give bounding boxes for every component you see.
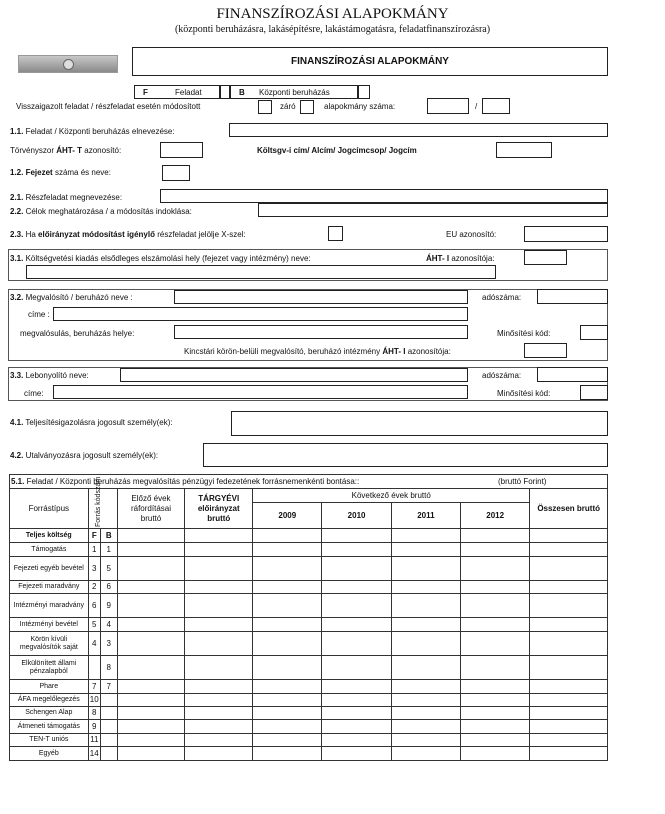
aht-t-field[interactable] <box>160 142 203 158</box>
address-label-1: címe : <box>28 310 50 319</box>
type-b-code: B <box>239 88 245 97</box>
amount-cell-total[interactable] <box>530 594 608 618</box>
amount-cell-total[interactable] <box>530 581 608 594</box>
f-code-cell: 8 <box>88 707 100 720</box>
f-code-cell: 14 <box>88 747 100 761</box>
amount-cell-y2010[interactable] <box>322 557 391 581</box>
b-code-cell: 6 <box>100 581 117 594</box>
aht-i-field-2[interactable] <box>524 343 567 358</box>
amount-cell-total[interactable] <box>530 656 608 680</box>
year-2011: 2011 <box>391 503 460 529</box>
table-row <box>10 707 608 720</box>
source-type-cell: Intézményi bevétel <box>10 618 89 632</box>
tax-number-field-2[interactable] <box>537 367 608 382</box>
amount-cell-y2012[interactable] <box>461 680 530 694</box>
f-code-cell: 2 <box>88 581 100 594</box>
eu-id-label: EU azonosító: <box>446 230 497 239</box>
amount-cell-y2012[interactable] <box>461 632 530 656</box>
amount-cell-y2010[interactable] <box>322 581 391 594</box>
type-f-code: F <box>143 88 148 97</box>
amount-cell-y2011[interactable] <box>391 594 460 618</box>
amount-cell-previous-years[interactable] <box>117 581 185 594</box>
amount-cell-total[interactable] <box>530 632 608 656</box>
tax-number-label-1: adószáma: <box>482 293 522 302</box>
qualification-code-label-2: Minősítési kód: <box>497 389 551 398</box>
amount-cell-previous-years[interactable] <box>117 707 185 720</box>
amount-cell-previous-years[interactable] <box>117 529 185 543</box>
amount-cell-total[interactable] <box>530 734 608 747</box>
amount-cell-current-year[interactable] <box>185 543 253 557</box>
amount-cell-y2009[interactable] <box>253 720 322 734</box>
amount-cell-y2011[interactable] <box>391 581 460 594</box>
amount-cell-total[interactable] <box>530 680 608 694</box>
section-1-1-label <box>10 126 175 137</box>
section-4-2-label: 4.2. Utalványozásra jogosult személy(ek): <box>10 451 159 460</box>
chapter-field[interactable] <box>162 165 190 181</box>
amount-cell-y2009[interactable] <box>253 632 322 656</box>
doc-number-field[interactable] <box>427 98 469 114</box>
amount-cell-y2011[interactable] <box>391 694 460 707</box>
tax-number-field-1[interactable] <box>537 289 608 304</box>
f-code-cell <box>88 656 100 680</box>
amount-cell-previous-years[interactable] <box>117 734 185 747</box>
b-code-cell: 1 <box>100 543 117 557</box>
f-code-cell: 10 <box>88 694 100 707</box>
aht-t-label: Törvényszor ÁHT- T azonosító: <box>10 146 122 155</box>
amount-cell-previous-years[interactable] <box>117 720 185 734</box>
table-row <box>10 694 608 707</box>
amount-cell-y2012[interactable] <box>461 734 530 747</box>
b-code-cell <box>100 694 117 707</box>
source-type-cell: Schengen Alap <box>10 707 89 720</box>
qualification-code-field-2[interactable] <box>580 385 608 400</box>
doc-number-slash: / <box>475 102 478 111</box>
col-header-source-code: Forrás kódszám <box>88 489 117 529</box>
b-code-cell: 7 <box>100 680 117 694</box>
amount-cell-y2009[interactable] <box>253 618 322 632</box>
section-3-1-label: 3.1. Költségvetési kiadás elsődleges elszámolási hely (fejezet vagy intézmény) neve: <box>10 254 311 263</box>
amount-cell-y2009[interactable] <box>253 557 322 581</box>
type-b-checkbox[interactable] <box>358 85 370 99</box>
amount-cell-y2009[interactable] <box>253 707 322 720</box>
table-row <box>10 557 608 581</box>
address-field-1[interactable] <box>53 307 468 321</box>
source-type-cell: Fejezeti maradvány <box>10 581 89 594</box>
source-type-cell: Körön kívüli megvalósítók saját <box>10 632 89 656</box>
amount-cell-y2011[interactable] <box>391 543 460 557</box>
year-2009: 2009 <box>253 503 322 529</box>
source-type-cell: ÁFA megelőlegezés <box>10 694 89 707</box>
amount-cell-y2009[interactable] <box>253 529 322 543</box>
section-1-1-number: 1.1. <box>10 127 24 136</box>
amount-cell-y2012[interactable] <box>461 720 530 734</box>
amount-cell-y2010[interactable] <box>322 618 391 632</box>
type-b-label: Központi beruházás <box>259 88 330 97</box>
budget-place-field[interactable] <box>26 265 496 279</box>
doc-number-label: alapokmány száma: <box>324 102 396 111</box>
f-code-cell: 1 <box>88 543 100 557</box>
amount-cell-y2010[interactable] <box>322 594 391 618</box>
amount-cell-y2011[interactable] <box>391 680 460 694</box>
section-2-3-label: 2.3. Ha előirányzat módosítást igénylő részfeladat jelölje X-szel: <box>10 230 246 239</box>
b-code-cell: B <box>100 529 117 543</box>
year-2012: 2012 <box>461 503 530 529</box>
amount-cell-current-year[interactable] <box>185 632 253 656</box>
source-type-cell: Teljes költség <box>10 529 89 543</box>
amount-cell-y2010[interactable] <box>322 734 391 747</box>
amount-cell-current-year[interactable] <box>185 557 253 581</box>
amount-cell-y2011[interactable] <box>391 707 460 720</box>
amount-cell-y2012[interactable] <box>461 581 530 594</box>
section-1-2-label: 1.2. Fejezet száma és neve: <box>10 168 111 177</box>
amount-cell-previous-years[interactable] <box>117 680 185 694</box>
source-type-cell: Egyéb <box>10 747 89 761</box>
table-row <box>10 734 608 747</box>
col-header-source-type: Forrástípus <box>10 489 89 529</box>
table-row <box>10 747 608 761</box>
location-field[interactable] <box>174 325 468 339</box>
amount-cell-y2012[interactable] <box>461 747 530 761</box>
amount-cell-total[interactable] <box>530 747 608 761</box>
type-f-checkbox[interactable] <box>220 85 230 99</box>
coat-of-arms-logo <box>18 55 118 73</box>
amount-cell-previous-years[interactable] <box>117 543 185 557</box>
zaro-label: záró <box>280 102 296 111</box>
f-code-cell: 6 <box>88 594 100 618</box>
table-row <box>10 656 608 680</box>
amount-cell-y2011[interactable] <box>391 747 460 761</box>
qualification-code-label-1: Minősítési kód: <box>497 329 551 338</box>
location-label: megvalósulás, beruházás helye: <box>20 329 135 338</box>
amount-cell-y2011[interactable] <box>391 656 460 680</box>
amount-cell-current-year[interactable] <box>185 618 253 632</box>
f-code-cell: 9 <box>88 720 100 734</box>
amount-cell-current-year[interactable] <box>185 720 253 734</box>
amount-cell-y2009[interactable] <box>253 734 322 747</box>
amount-cell-y2009[interactable] <box>253 543 322 557</box>
amount-cell-y2010[interactable] <box>322 720 391 734</box>
table-row <box>10 618 608 632</box>
col-header-previous-years: Előző évek ráfordításai bruttó <box>117 489 185 529</box>
amount-cell-current-year[interactable] <box>185 694 253 707</box>
jogcim-field[interactable] <box>496 142 552 158</box>
b-code-cell <box>100 707 117 720</box>
amount-cell-total[interactable] <box>530 618 608 632</box>
doc-number-suffix-field[interactable] <box>482 98 510 114</box>
f-code-cell: 4 <box>88 632 100 656</box>
koltsegv-label: Költsgv-i cím/ Alcím/ Jogcímcsop/ Jogcím <box>257 146 417 155</box>
amount-cell-y2011[interactable] <box>391 734 460 747</box>
amount-cell-y2009[interactable] <box>253 656 322 680</box>
address-label-2: címe: <box>24 389 44 398</box>
amount-cell-y2011[interactable] <box>391 720 460 734</box>
b-code-cell <box>100 734 117 747</box>
appropriation-checkbox[interactable] <box>328 226 343 241</box>
total-cost-row <box>10 529 608 543</box>
type-b-option[interactable] <box>230 85 358 99</box>
amount-cell-total[interactable] <box>530 707 608 720</box>
amount-cell-y2012[interactable] <box>461 694 530 707</box>
b-code-cell <box>100 747 117 761</box>
eu-id-field[interactable] <box>524 226 608 242</box>
b-code-cell: 9 <box>100 594 117 618</box>
section-2-2-label: 2.2. Célok meghatározása / a módosítás indoklása: <box>10 207 192 216</box>
treasury-institution-label: Kincstári körön-belüli megvalósító, beruházó intézmény ÁHT- I azonosítója: <box>184 347 451 356</box>
amount-cell-total[interactable] <box>530 720 608 734</box>
amount-cell-previous-years[interactable] <box>117 618 185 632</box>
amount-cell-y2012[interactable] <box>461 543 530 557</box>
amount-cell-y2011[interactable] <box>391 632 460 656</box>
amount-cell-current-year[interactable] <box>185 529 253 543</box>
col-header-total: Összesen bruttó <box>530 489 608 529</box>
source-type-cell: Fejezeti egyéb bevétel <box>10 557 89 581</box>
amount-cell-previous-years[interactable] <box>117 594 185 618</box>
amount-cell-y2010[interactable] <box>322 632 391 656</box>
goals-field[interactable] <box>258 203 608 217</box>
implementer-name-field[interactable] <box>174 290 468 304</box>
amount-cell-current-year[interactable] <box>185 656 253 680</box>
amount-cell-previous-years[interactable] <box>117 632 185 656</box>
amount-cell-previous-years[interactable] <box>117 656 185 680</box>
source-type-cell: Elkülönített állami pénzalapból <box>10 656 89 680</box>
table-row <box>10 720 608 734</box>
amount-cell-y2012[interactable] <box>461 656 530 680</box>
amount-cell-y2012[interactable] <box>461 594 530 618</box>
b-code-cell: 4 <box>100 618 117 632</box>
withdrawn-label: Visszaigazolt feladat / részfeladat esetén módosított <box>16 102 201 111</box>
table-row <box>10 543 608 557</box>
amount-cell-y2010[interactable] <box>322 707 391 720</box>
table-row <box>10 632 608 656</box>
amount-cell-y2011[interactable] <box>391 529 460 543</box>
type-f-label: Feladat <box>175 88 202 97</box>
amount-cell-y2009[interactable] <box>253 594 322 618</box>
certifier-field[interactable] <box>231 411 608 436</box>
aht-i-label-1: ÁHT- I azonosítója: <box>426 254 495 263</box>
section-3-2-label: 3.2. Megvalósító / beruházó neve : <box>10 293 133 302</box>
amount-cell-current-year[interactable] <box>185 734 253 747</box>
document-subtitle: (központi beruházásra, lakásépítésre, lakástámogatásra, feladatfinanszírozásra) <box>174 24 491 35</box>
source-type-cell: TEN-T uniós <box>10 734 89 747</box>
amount-cell-y2012[interactable] <box>461 529 530 543</box>
amount-cell-y2009[interactable] <box>253 694 322 707</box>
zaro-field[interactable] <box>300 100 314 114</box>
amount-cell-y2009[interactable] <box>253 747 322 761</box>
year-2010: 2010 <box>322 503 391 529</box>
amount-cell-total[interactable] <box>530 557 608 581</box>
f-code-cell: 5 <box>88 618 100 632</box>
f-code-cell: 7 <box>88 680 100 694</box>
type-f-option[interactable] <box>134 85 220 99</box>
amount-cell-y2010[interactable] <box>322 694 391 707</box>
aht-i-field-1[interactable] <box>524 250 567 265</box>
amount-cell-total[interactable] <box>530 694 608 707</box>
col-header-current-year: TÁRGYÉVI előirányzat bruttó <box>185 489 253 529</box>
modified-field[interactable] <box>258 100 272 114</box>
amount-cell-current-year[interactable] <box>185 747 253 761</box>
amount-cell-current-year[interactable] <box>185 581 253 594</box>
amount-cell-y2010[interactable] <box>322 747 391 761</box>
header-box-title: FINANSZÍROZÁSI ALAPOKMÁNY <box>291 56 449 67</box>
amount-cell-total[interactable] <box>530 543 608 557</box>
project-name-field[interactable] <box>229 123 608 137</box>
source-type-cell: Intézményi maradvány <box>10 594 89 618</box>
col-header-following-years: Következő évek bruttó <box>253 489 530 503</box>
amount-cell-previous-years[interactable] <box>117 747 185 761</box>
organizer-name-field[interactable] <box>120 368 468 382</box>
amount-cell-y2010[interactable] <box>322 680 391 694</box>
qualification-code-field-1[interactable] <box>580 325 608 340</box>
amount-cell-y2010[interactable] <box>322 529 391 543</box>
amount-cell-y2010[interactable] <box>322 656 391 680</box>
amount-cell-previous-years[interactable] <box>117 694 185 707</box>
source-type-cell: Phare <box>10 680 89 694</box>
table-row <box>10 581 608 594</box>
source-type-cell: Támogatás <box>10 543 89 557</box>
section-5-1-unit: (bruttó Forint) <box>498 477 547 486</box>
amount-cell-y2012[interactable] <box>461 618 530 632</box>
amount-cell-y2012[interactable] <box>461 557 530 581</box>
amount-cell-y2011[interactable] <box>391 557 460 581</box>
amount-cell-previous-years[interactable] <box>117 557 185 581</box>
amount-cell-current-year[interactable] <box>185 680 253 694</box>
f-code-cell: 11 <box>88 734 100 747</box>
amount-cell-y2009[interactable] <box>253 680 322 694</box>
section-3-3-label: 3.3. Lebonyolító neve: <box>10 371 89 380</box>
b-code-cell: 8 <box>100 656 117 680</box>
amount-cell-y2011[interactable] <box>391 618 460 632</box>
section-4-1-label: 4.1. Teljesítésigazolásra jogosult személy(ek): <box>10 418 173 427</box>
b-code-cell: 3 <box>100 632 117 656</box>
section-2-1-label: 2.1. Részfeladat megnevezése: <box>10 193 123 202</box>
table-row <box>10 594 608 618</box>
amount-cell-current-year[interactable] <box>185 594 253 618</box>
amount-cell-total[interactable] <box>530 529 608 543</box>
address-field-2[interactable] <box>53 385 468 399</box>
table-row <box>10 680 608 694</box>
subtask-name-field[interactable] <box>160 189 608 203</box>
amount-cell-y2009[interactable] <box>253 581 322 594</box>
header-box <box>132 47 608 76</box>
b-code-cell: 5 <box>100 557 117 581</box>
document-title: FINANSZÍROZÁSI ALAPOKMÁNY <box>216 6 449 22</box>
source-type-cell: Átmeneti támogatás <box>10 720 89 734</box>
tax-number-label-2: adószáma: <box>482 371 522 380</box>
amount-cell-y2010[interactable] <box>322 543 391 557</box>
b-code-cell <box>100 720 117 734</box>
f-code-cell: 3 <box>88 557 100 581</box>
section-1-1-text: Feladat / Központi beruházás elnevezése: <box>25 127 175 136</box>
section-5-1-label: 5.1. Feladat / Központi beruházás megvalósítás pénzügyi fedezetének forrásnemenkénti bontása:: <box>11 477 360 486</box>
f-code-cell: F <box>88 529 100 543</box>
funding-table <box>9 474 608 761</box>
amount-cell-y2012[interactable] <box>461 707 530 720</box>
authorizer-field[interactable] <box>203 443 608 467</box>
amount-cell-current-year[interactable] <box>185 707 253 720</box>
